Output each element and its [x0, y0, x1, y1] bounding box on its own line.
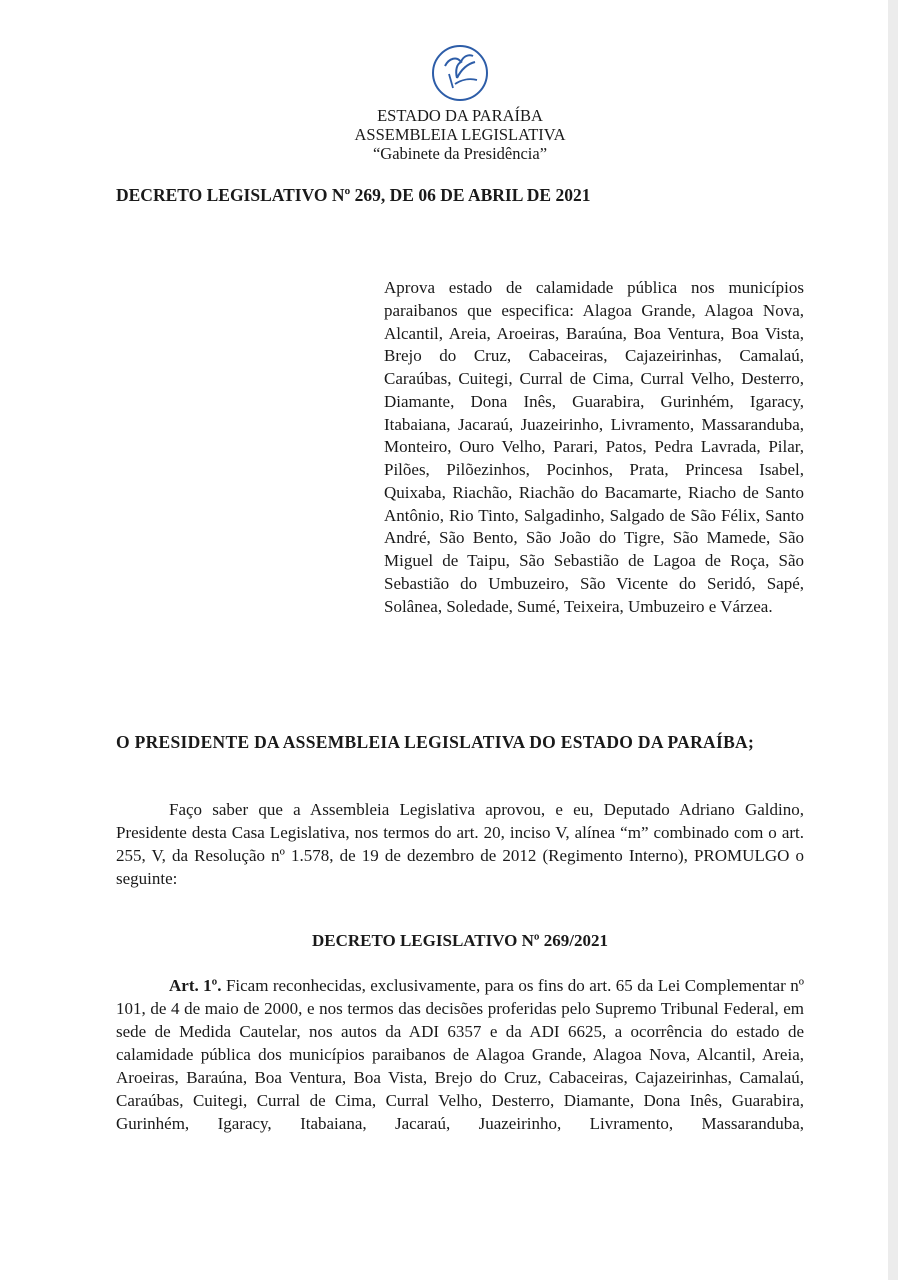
article-1-label: Art. 1º. — [169, 976, 222, 995]
assembly-name: ASSEMBLEIA LEGISLATIVA — [354, 125, 566, 144]
assembly-seal-icon — [431, 44, 489, 102]
state-name: ESTADO DA PARAÍBA — [377, 106, 543, 125]
article-1-paragraph — [116, 974, 804, 1135]
ementa-paragraph: Aprova estado de calamidade pública nos municípios paraibanos que especifica: Alagoa Grande, Alagoa Nova, Alcantil, Areia, Aroeiras, Baraúna, Boa Ventura, Boa Vista, Brejo do Cruz, Cabaceiras, Cajazeirinhas, Camalaú, Caraúbas, Cuitegi, Curral de Cima, Curral Velho, Desterro, Diamante, Dona Inês, Guarabira, Gurinhém, Igaracy, Itabaiana, Jacaraú, Juazeirinho, Livramento, Massaranduba, Monteiro, Ouro Velho, Parari, Patos, Pedra Lavrada, Pilar, Pilões, Pilõezinhos, Pocinhos, Prata, Princesa Isabel, Quixaba, Riachão, Riachão do Bacamarte, Riacho de Santo Antônio, Rio Tinto, Salgadinho, Salgado de São Félix, Santo André, São Bento, São João do Tigre, São Mamede, São Miguel de Taipu, São Sebastião de Lagoa de Roça, São Sebastião do Umbuzeiro, São Vicente do Seridó, Sapé, Solânea, Soledade, Sumé, Teixeira, Umbuzeiro e Várzea. — [384, 278, 804, 616]
article-1-text: Ficam reconhecidas, exclusivamente, para os fins do art. 65 da Lei Complementar nº 101, de 4 de maio de 2000, e nos termos das decisões proferidas pelo Supremo Tribunal Federal, em sede de Medida Cautelar, nos autos da ADI 6357 e da ADI 6625, a ocorrência do estado de calamidade pública dos municípios paraibanos de Alagoa Grande, Alagoa Nova, Alcantil, Areia, Aroeiras, Baraúna, Boa Ventura, Boa Vista, Brejo do Cruz, Cabaceiras, Cajazeirinhas, Camalaú, Caraúbas, Cuitegi, Curral de Cima, Curral Velho, Desterro, Diamante, Dona Inês, Guarabira, Gurinhém, Igaracy, Itabaiana, Jacaraú, Juazeirinho, Livramento, Massaranduba, — [116, 976, 804, 1133]
decree-title: DECRETO LEGISLATIVO Nº 269, DE 06 DE ABRIL DE 2021 — [116, 185, 591, 205]
president-heading: O PRESIDENTE DA ASSEMBLEIA LEGISLATIVA DO ESTADO DA PARAÍBA; — [116, 732, 755, 752]
promulgation-paragraph: Faço saber que a Assembleia Legislativa aprovou, e eu, Deputado Adriano Galdino, Presidente desta Casa Legislativa, nos termos do art. 20, inciso V, alínea “m” combinado com o art. 255, V, da Resolução nº 1.578, de 19 de dezembro de 2012 (Regimento Interno), PROMULGO o seguinte: — [116, 800, 804, 888]
page-edge-shadow — [888, 0, 898, 1280]
decree-number-heading: DECRETO LEGISLATIVO Nº 269/2021 — [311, 931, 609, 950]
office-name: “Gabinete da Presidência” — [372, 144, 548, 163]
letterhead — [300, 106, 620, 163]
